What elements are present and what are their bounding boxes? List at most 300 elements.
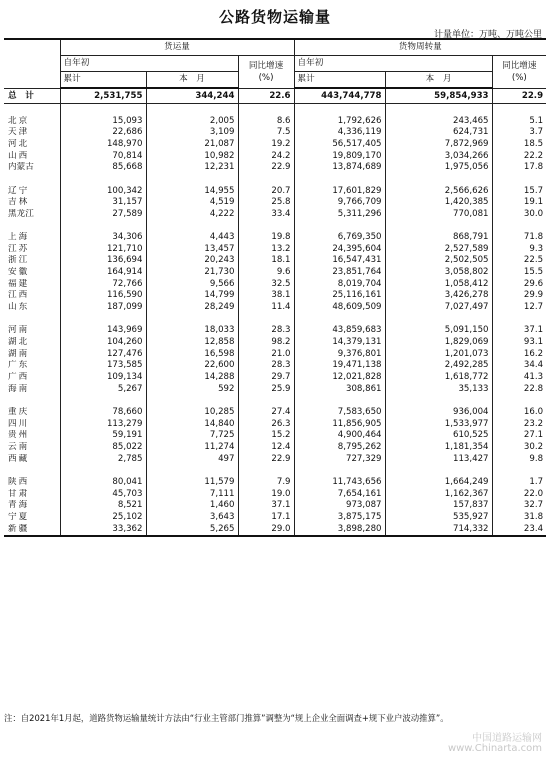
freight-month-cell: 14,955 <box>146 186 238 198</box>
region-name: 天津 <box>8 127 30 138</box>
freight-ytd-cell: 116,590 <box>60 290 146 302</box>
freight-yoy-cell: 26.3 <box>238 419 294 431</box>
region-name: 重庆 <box>8 406 30 417</box>
freight-yoy-cell: 37.1 <box>238 500 294 512</box>
turnover-ytd-cell: 17,601,829 <box>294 186 385 198</box>
table-row <box>4 139 546 151</box>
region-name: 湖北 <box>8 337 30 348</box>
freight-ytd-cell: 34,306 <box>60 232 146 244</box>
turnover-month-cell: 35,133 <box>385 384 492 396</box>
header-freight: 货运量 <box>60 39 294 56</box>
footnote: 注：自2021年1月起，道路货物运输量统计方法由“行业主管部门推算”调整为“规上企业全面调查+规下业户波动推算”。 <box>4 713 449 723</box>
freight-month-cell: 3,643 <box>146 512 238 524</box>
freight-month-cell: 20,243 <box>146 255 238 267</box>
turnover-month-cell: 936,004 <box>385 407 492 419</box>
turnover-yoy-cell: 30.0 <box>492 209 546 221</box>
region-name: 西藏 <box>8 453 30 464</box>
region-name: 上海 <box>8 232 30 243</box>
spacer-row <box>4 174 546 186</box>
freight-month-cell: 14,288 <box>146 372 238 384</box>
spacer-cell <box>4 465 60 477</box>
region-name: 总 计 <box>4 88 60 104</box>
freight-yoy-cell: 18.1 <box>238 255 294 267</box>
region-name: 湖南 <box>8 348 30 359</box>
freight-month-cell: 18,033 <box>146 325 238 337</box>
spacer-cell <box>4 174 60 186</box>
spacer-cell <box>238 395 294 407</box>
turnover-month-cell: 1,664,249 <box>385 477 492 489</box>
table-row <box>4 477 546 489</box>
spacer-cell <box>492 314 546 326</box>
region-name: 广西 <box>8 372 30 383</box>
freight-yoy-cell: 9.6 <box>238 267 294 279</box>
spacer-cell <box>492 104 546 116</box>
spacer-cell <box>294 221 385 233</box>
turnover-yoy-cell: 31.8 <box>492 512 546 524</box>
table-row <box>4 302 546 314</box>
freight-ytd-cell: 31,157 <box>60 197 146 209</box>
table-row <box>4 360 546 372</box>
freight-ytd-cell: 164,914 <box>60 267 146 279</box>
freight-ytd-cell: 143,969 <box>60 325 146 337</box>
freight-month-cell: 21,730 <box>146 267 238 279</box>
watermark <box>448 734 542 754</box>
table-row <box>4 337 546 349</box>
header-ytd-turnover: 自年初 <box>294 56 492 72</box>
freight-yoy-cell: 29.0 <box>238 524 294 537</box>
turnover-month-cell: 1,420,385 <box>385 197 492 209</box>
freight-yoy-cell: 22.9 <box>238 454 294 466</box>
freight-table <box>4 38 546 537</box>
table-row <box>4 279 546 291</box>
turnover-yoy-cell: 1.7 <box>492 477 546 489</box>
spacer-row <box>4 104 546 116</box>
freight-month-cell: 5,265 <box>146 524 238 537</box>
freight-month-cell: 11,579 <box>146 477 238 489</box>
freight-yoy-cell: 19.0 <box>238 489 294 501</box>
spacer-cell <box>294 314 385 326</box>
total-row <box>4 88 546 104</box>
header-corner <box>4 39 60 88</box>
freight-ytd-cell: 33,362 <box>60 524 146 537</box>
turnover-ytd-cell: 973,087 <box>294 500 385 512</box>
turnover-yoy-cell: 71.8 <box>492 232 546 244</box>
freight-yoy-cell: 28.3 <box>238 360 294 372</box>
turnover-ytd-cell: 19,471,138 <box>294 360 385 372</box>
spacer-row <box>4 221 546 233</box>
freight-ytd-cell: 136,694 <box>60 255 146 267</box>
freight-yoy-cell: 19.8 <box>238 232 294 244</box>
turnover-yoy-cell: 93.1 <box>492 337 546 349</box>
watermark-line1: 中国道路运输网 <box>472 733 542 744</box>
turnover-ytd-cell: 4,336,119 <box>294 127 385 139</box>
header-month-turnover: 本 月 <box>385 72 492 89</box>
turnover-month-cell: 1,058,412 <box>385 279 492 291</box>
turnover-month-cell: 624,731 <box>385 127 492 139</box>
spacer-row <box>4 314 546 326</box>
turnover-ytd-cell: 23,851,764 <box>294 267 385 279</box>
turnover-month-cell: 3,426,278 <box>385 290 492 302</box>
freight-yoy-cell: 32.5 <box>238 279 294 291</box>
spacer-cell <box>238 314 294 326</box>
table-row <box>4 209 546 221</box>
spacer-cell <box>60 174 146 186</box>
turnover-ytd-cell: 8,019,704 <box>294 279 385 291</box>
spacer-cell <box>385 174 492 186</box>
table-row <box>4 197 546 209</box>
turnover-month-cell: 5,091,150 <box>385 325 492 337</box>
freight-month-cell: 21,087 <box>146 139 238 151</box>
turnover-ytd-cell: 3,898,280 <box>294 524 385 537</box>
header-yoy-freight <box>238 56 294 89</box>
turnover-month-cell: 1,162,367 <box>385 489 492 501</box>
freight-month-cell: 497 <box>146 454 238 466</box>
turnover-month-cell: 113,427 <box>385 454 492 466</box>
spacer-cell <box>385 221 492 233</box>
turnover-month-cell: 7,027,497 <box>385 302 492 314</box>
turnover-ytd-cell: 6,769,350 <box>294 232 385 244</box>
turnover-yoy-cell: 29.6 <box>492 279 546 291</box>
freight-month-cell: 11,274 <box>146 442 238 454</box>
freight-month-cell: 9,566 <box>146 279 238 291</box>
spacer-cell <box>238 104 294 116</box>
turnover-yoy-cell: 9.8 <box>492 454 546 466</box>
turnover-month-cell: 610,525 <box>385 430 492 442</box>
freight-ytd-cell: 59,191 <box>60 430 146 442</box>
turnover-yoy-cell: 22.0 <box>492 489 546 501</box>
freight-yoy-cell: 25.8 <box>238 197 294 209</box>
freight-yoy-cell: 21.0 <box>238 349 294 361</box>
freight-month-cell: 7,111 <box>146 489 238 501</box>
region-name: 甘肃 <box>8 488 30 499</box>
spacer-cell <box>294 174 385 186</box>
freight-yoy-cell: 98.2 <box>238 337 294 349</box>
turnover-yoy-cell: 9.3 <box>492 244 546 256</box>
turnover-ytd-cell: 14,379,131 <box>294 337 385 349</box>
freight-yoy-cell: 11.4 <box>238 302 294 314</box>
turnover-yoy-cell: 22.2 <box>492 151 546 163</box>
turnover-month-cell: 2,502,505 <box>385 255 492 267</box>
turnover-month-cell: 2,527,589 <box>385 244 492 256</box>
turnover-ytd-cell: 4,900,464 <box>294 430 385 442</box>
freight-ytd-cell: 2,785 <box>60 454 146 466</box>
turnover-month-cell: 1,201,073 <box>385 349 492 361</box>
freight-ytd-cell: 173,585 <box>60 360 146 372</box>
turnover-yoy-cell: 22.9 <box>492 88 546 104</box>
unit-label: 计量单位：万吨、万吨公里 <box>433 30 542 40</box>
turnover-ytd-cell: 12,021,828 <box>294 372 385 384</box>
turnover-yoy-cell: 15.5 <box>492 267 546 279</box>
spacer-cell <box>60 221 146 233</box>
spacer-cell <box>146 395 238 407</box>
freight-yoy-cell: 29.7 <box>238 372 294 384</box>
spacer-cell <box>385 465 492 477</box>
turnover-month-cell: 1,975,056 <box>385 162 492 174</box>
region-name: 辽宁 <box>8 185 30 196</box>
turnover-month-cell: 1,181,354 <box>385 442 492 454</box>
table-row <box>4 162 546 174</box>
spacer-cell <box>492 174 546 186</box>
spacer-cell <box>146 465 238 477</box>
region-name: 山西 <box>8 150 30 161</box>
freight-month-cell: 7,725 <box>146 430 238 442</box>
table-row <box>4 186 546 198</box>
turnover-ytd-cell: 13,874,689 <box>294 162 385 174</box>
freight-yoy-cell: 15.2 <box>238 430 294 442</box>
freight-yoy-cell: 13.2 <box>238 244 294 256</box>
region-name: 浙江 <box>8 255 30 266</box>
spacer-cell <box>4 221 60 233</box>
freight-ytd-cell: 27,589 <box>60 209 146 221</box>
table-row <box>4 384 546 396</box>
turnover-month-cell: 868,791 <box>385 232 492 244</box>
region-name: 安徽 <box>8 267 30 278</box>
header-cumulative-turnover: 累计 <box>294 72 385 89</box>
freight-month-cell: 12,858 <box>146 337 238 349</box>
turnover-yoy-cell: 27.1 <box>492 430 546 442</box>
region-name: 江西 <box>8 290 30 301</box>
region-name: 海南 <box>8 383 30 394</box>
spacer-cell <box>60 395 146 407</box>
turnover-month-cell: 157,837 <box>385 500 492 512</box>
turnover-month-cell: 1,533,977 <box>385 419 492 431</box>
spacer-cell <box>492 395 546 407</box>
spacer-cell <box>238 465 294 477</box>
spacer-cell <box>60 104 146 116</box>
freight-yoy-cell: 25.9 <box>238 384 294 396</box>
turnover-ytd-cell: 9,766,709 <box>294 197 385 209</box>
table-row <box>4 419 546 431</box>
turnover-ytd-cell: 7,654,161 <box>294 489 385 501</box>
freight-ytd-cell: 85,022 <box>60 442 146 454</box>
table-row <box>4 290 546 302</box>
freight-month-cell: 3,109 <box>146 127 238 139</box>
header-ytd-freight: 自年初 <box>60 56 238 72</box>
spacer-cell <box>146 314 238 326</box>
table-row <box>4 500 546 512</box>
region-name: 河北 <box>8 138 30 149</box>
freight-ytd-cell: 121,710 <box>60 244 146 256</box>
freight-ytd-cell: 25,102 <box>60 512 146 524</box>
table-body <box>4 88 546 536</box>
freight-ytd-cell: 8,521 <box>60 500 146 512</box>
table-row <box>4 442 546 454</box>
region-name: 青海 <box>8 500 30 511</box>
freight-month-cell: 13,457 <box>146 244 238 256</box>
turnover-month-cell: 7,872,969 <box>385 139 492 151</box>
freight-month-cell: 10,285 <box>146 407 238 419</box>
table-row <box>4 430 546 442</box>
region-name: 四川 <box>8 418 30 429</box>
turnover-yoy-cell: 18.5 <box>492 139 546 151</box>
freight-month-cell: 2,005 <box>146 116 238 128</box>
spacer-cell <box>4 395 60 407</box>
header-yoy-label: 同比增速 <box>248 60 284 71</box>
table-row <box>4 512 546 524</box>
region-name: 新疆 <box>4 524 60 537</box>
header-yoy-turnover <box>492 56 546 89</box>
table-row <box>4 116 546 128</box>
turnover-yoy-cell: 15.7 <box>492 186 546 198</box>
freight-yoy-cell: 7.9 <box>238 477 294 489</box>
freight-yoy-cell: 22.9 <box>238 162 294 174</box>
region-name: 江苏 <box>8 243 30 254</box>
region-name: 陕西 <box>8 476 30 487</box>
spacer-cell <box>60 314 146 326</box>
turnover-month-cell: 243,465 <box>385 116 492 128</box>
turnover-yoy-cell: 23.4 <box>492 524 546 537</box>
table-row <box>4 232 546 244</box>
turnover-month-cell: 59,854,933 <box>385 88 492 104</box>
freight-month-cell: 592 <box>146 384 238 396</box>
table-row <box>4 454 546 466</box>
freight-yoy-cell: 24.2 <box>238 151 294 163</box>
freight-yoy-cell: 27.4 <box>238 407 294 419</box>
freight-ytd-cell: 72,766 <box>60 279 146 291</box>
turnover-yoy-cell: 19.1 <box>492 197 546 209</box>
turnover-ytd-cell: 11,856,905 <box>294 419 385 431</box>
region-name: 福建 <box>8 278 30 289</box>
freight-yoy-cell: 19.2 <box>238 139 294 151</box>
spacer-cell <box>146 174 238 186</box>
spacer-cell <box>385 395 492 407</box>
spacer-cell <box>146 104 238 116</box>
turnover-ytd-cell: 19,809,170 <box>294 151 385 163</box>
table-row <box>4 325 546 337</box>
turnover-ytd-cell: 1,792,626 <box>294 116 385 128</box>
freight-yoy-cell: 38.1 <box>238 290 294 302</box>
freight-ytd-cell: 104,260 <box>60 337 146 349</box>
turnover-ytd-cell: 443,744,778 <box>294 88 385 104</box>
turnover-ytd-cell: 24,395,604 <box>294 244 385 256</box>
spacer-cell <box>385 314 492 326</box>
freight-month-cell: 12,231 <box>146 162 238 174</box>
turnover-month-cell: 2,492,285 <box>385 360 492 372</box>
spacer-row <box>4 465 546 477</box>
spacer-cell <box>4 314 60 326</box>
freight-yoy-cell: 28.3 <box>238 325 294 337</box>
freight-month-cell: 10,982 <box>146 151 238 163</box>
freight-ytd-cell: 2,531,755 <box>60 88 146 104</box>
freight-ytd-cell: 78,660 <box>60 407 146 419</box>
freight-month-cell: 16,598 <box>146 349 238 361</box>
region-name: 宁夏 <box>8 511 30 522</box>
spacer-cell <box>146 221 238 233</box>
freight-yoy-cell: 12.4 <box>238 442 294 454</box>
turnover-ytd-cell: 16,547,431 <box>294 255 385 267</box>
turnover-yoy-cell: 17.8 <box>492 162 546 174</box>
region-name: 山东 <box>8 302 30 313</box>
freight-month-cell: 22,600 <box>146 360 238 372</box>
spacer-cell <box>60 465 146 477</box>
spacer-cell <box>294 104 385 116</box>
table-row <box>4 255 546 267</box>
freight-ytd-cell: 15,093 <box>60 116 146 128</box>
turnover-ytd-cell: 43,859,683 <box>294 325 385 337</box>
spacer-cell <box>294 465 385 477</box>
region-name: 内蒙古 <box>8 162 34 173</box>
turnover-month-cell: 535,927 <box>385 512 492 524</box>
freight-month-cell: 14,840 <box>146 419 238 431</box>
turnover-yoy-cell: 16.0 <box>492 407 546 419</box>
freight-month-cell: 4,443 <box>146 232 238 244</box>
watermark-line2: www.Chinarta.com <box>447 743 542 754</box>
turnover-month-cell: 714,332 <box>385 524 492 537</box>
freight-ytd-cell: 148,970 <box>60 139 146 151</box>
table-row <box>4 127 546 139</box>
turnover-ytd-cell: 56,517,405 <box>294 139 385 151</box>
turnover-yoy-cell: 30.2 <box>492 442 546 454</box>
turnover-ytd-cell: 8,795,262 <box>294 442 385 454</box>
turnover-yoy-cell: 32.7 <box>492 500 546 512</box>
turnover-month-cell: 3,058,802 <box>385 267 492 279</box>
region-name: 云南 <box>8 441 30 452</box>
freight-ytd-cell: 80,041 <box>60 477 146 489</box>
freight-ytd-cell: 127,476 <box>60 349 146 361</box>
turnover-yoy-cell: 41.3 <box>492 372 546 384</box>
freight-month-cell: 344,244 <box>146 88 238 104</box>
page-title: 公路货物运输量 <box>218 8 331 26</box>
turnover-ytd-cell: 727,329 <box>294 454 385 466</box>
freight-yoy-cell: 7.5 <box>238 127 294 139</box>
freight-yoy-cell: 17.1 <box>238 512 294 524</box>
spacer-cell <box>238 221 294 233</box>
turnover-month-cell: 1,829,069 <box>385 337 492 349</box>
freight-month-cell: 14,799 <box>146 290 238 302</box>
header-turnover: 货物周转量 <box>294 39 546 56</box>
table-row <box>4 244 546 256</box>
header-cumulative-freight: 累计 <box>60 72 146 89</box>
turnover-ytd-cell: 11,743,656 <box>294 477 385 489</box>
turnover-yoy-cell: 34.4 <box>492 360 546 372</box>
freight-yoy-cell: 8.6 <box>238 116 294 128</box>
freight-yoy-cell: 22.6 <box>238 88 294 104</box>
turnover-yoy-cell: 16.2 <box>492 349 546 361</box>
turnover-yoy-cell: 23.2 <box>492 419 546 431</box>
region-name: 贵州 <box>8 430 30 441</box>
freight-month-cell: 28,249 <box>146 302 238 314</box>
spacer-cell <box>294 395 385 407</box>
turnover-ytd-cell: 308,861 <box>294 384 385 396</box>
table-row <box>4 151 546 163</box>
turnover-month-cell: 770,081 <box>385 209 492 221</box>
turnover-yoy-cell: 5.1 <box>492 116 546 128</box>
header-yoy-unit: (%) <box>511 72 527 83</box>
freight-ytd-cell: 100,342 <box>60 186 146 198</box>
freight-yoy-cell: 33.4 <box>238 209 294 221</box>
freight-yoy-cell: 20.7 <box>238 186 294 198</box>
table-row <box>4 524 546 537</box>
table-row <box>4 349 546 361</box>
freight-ytd-cell: 22,686 <box>60 127 146 139</box>
turnover-yoy-cell: 3.7 <box>492 127 546 139</box>
table-row <box>4 267 546 279</box>
spacer-row <box>4 395 546 407</box>
turnover-ytd-cell: 5,311,296 <box>294 209 385 221</box>
spacer-cell <box>492 221 546 233</box>
table-row <box>4 489 546 501</box>
freight-month-cell: 4,519 <box>146 197 238 209</box>
spacer-cell <box>4 104 60 116</box>
freight-ytd-cell: 187,099 <box>60 302 146 314</box>
header-yoy-unit: (%) <box>258 72 274 83</box>
freight-month-cell: 4,222 <box>146 209 238 221</box>
turnover-ytd-cell: 3,875,175 <box>294 512 385 524</box>
spacer-cell <box>492 465 546 477</box>
freight-ytd-cell: 85,668 <box>60 162 146 174</box>
turnover-yoy-cell: 22.5 <box>492 255 546 267</box>
turnover-yoy-cell: 37.1 <box>492 325 546 337</box>
